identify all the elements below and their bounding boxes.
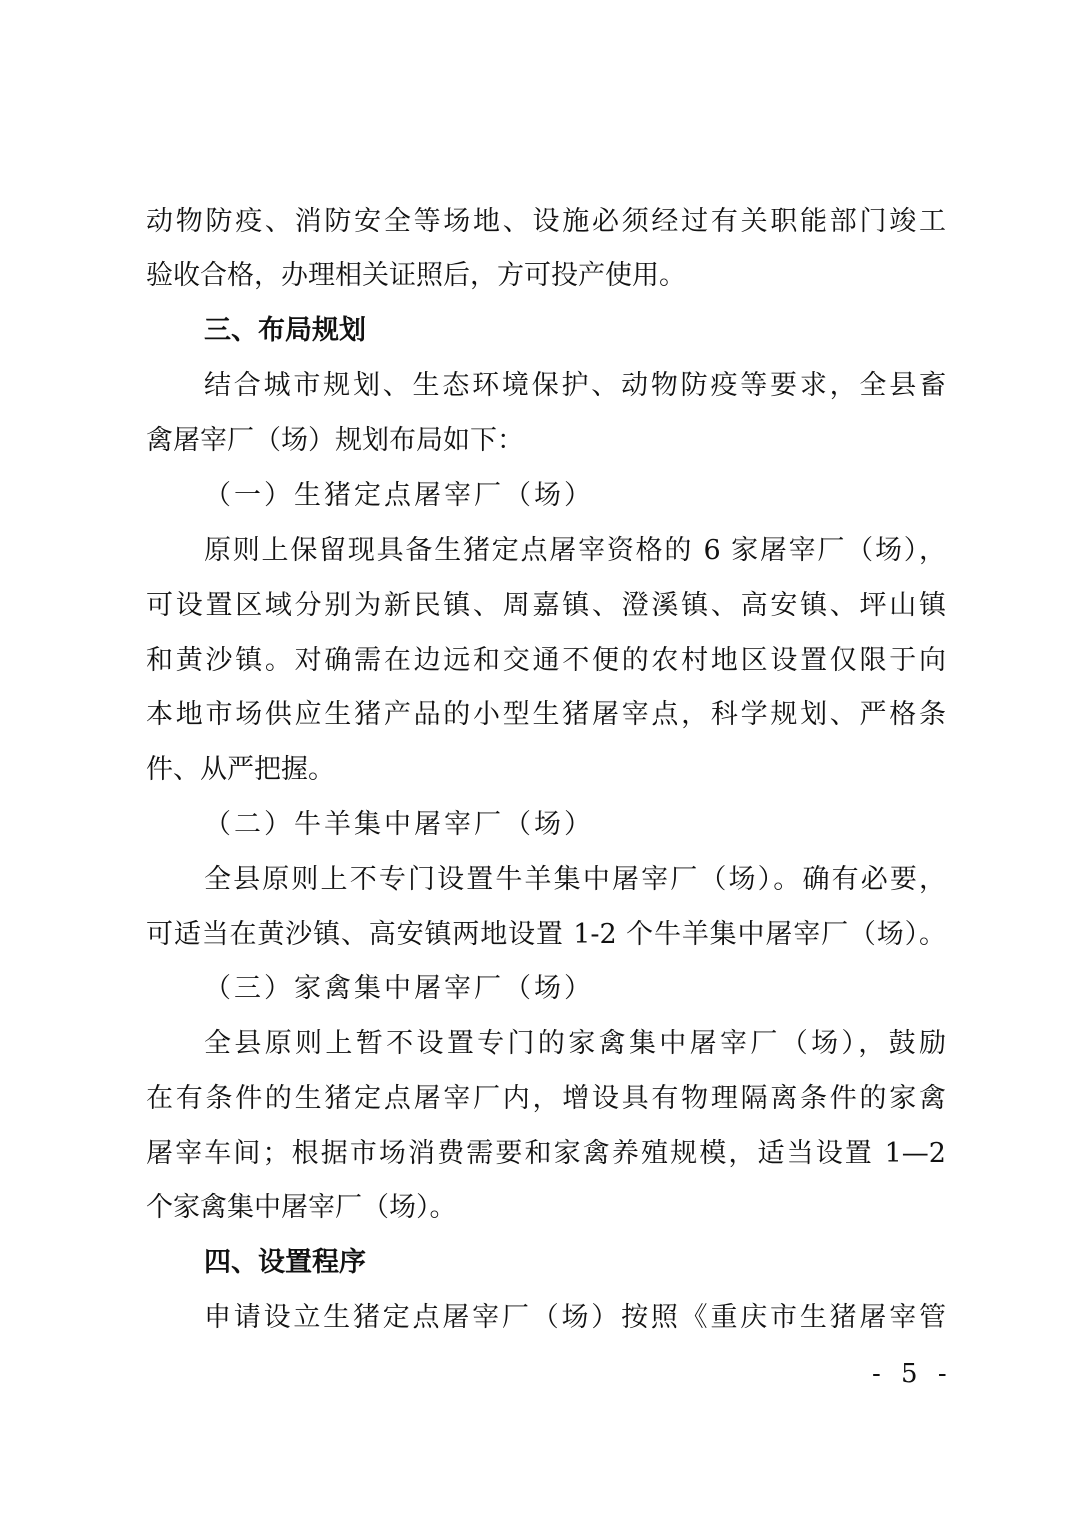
subsection-heading-pig-slaughter: （一）生猪定点屠宰厂（场） [204,480,594,511]
body-text-line: 动物防疫、消防安全等场地、设施必须经过有关职能部门竣工 [146,206,946,237]
body-text-line: 本地市场供应生猪产品的小型生猪屠宰点，科学规划、严格条 [146,699,946,730]
body-text-line: 全县原则上不专门设置牛羊集中屠宰厂（场）。确有必要， [204,864,946,895]
body-text-line: 可适当在黄沙镇、高安镇两地设置 1-2 个牛羊集中屠宰厂（场）。 [146,919,946,950]
body-text-line: 屠宰车间；根据市场消费需要和家禽养殖规模，适当设置 1—2 [146,1138,946,1169]
body-text-line: 验收合格，办理相关证照后，方可投产使用。 [146,260,686,291]
body-text-line: 结合城市规划、生态环境保护、动物防疫等要求，全县畜 [204,370,946,401]
page-number: - 5 - [872,1359,953,1389]
body-text-line: 件、从严把握。 [146,754,335,785]
subsection-heading-poultry: （三）家禽集中屠宰厂（场） [204,973,594,1004]
body-text-line: 原则上保留现具备生猪定点屠宰资格的 6 家屠宰厂（场）， [204,535,946,566]
section-heading-procedure: 四、设置程序 [204,1247,366,1278]
body-text-line: 申请设立生猪定点屠宰厂（场）按照《重庆市生猪屠宰管 [204,1302,946,1333]
body-text-line: 全县原则上暂不设置专门的家禽集中屠宰厂（场），鼓励 [204,1028,946,1059]
subsection-heading-cattle-sheep: （二）牛羊集中屠宰厂（场） [204,809,594,840]
body-text-line: 禽屠宰厂（场）规划布局如下： [146,425,524,456]
body-text-line: 个家禽集中屠宰厂（场）。 [146,1192,457,1223]
body-text-line: 可设置区域分别为新民镇、周嘉镇、澄溪镇、高安镇、坪山镇 [146,590,946,621]
body-text-line: 和黄沙镇。对确需在边远和交通不便的农村地区设置仅限于向 [146,645,946,676]
section-heading-layout: 三、布局规划 [204,315,366,346]
body-text-line: 在有条件的生猪定点屠宰厂内，增设具有物理隔离条件的家禽 [146,1083,946,1114]
